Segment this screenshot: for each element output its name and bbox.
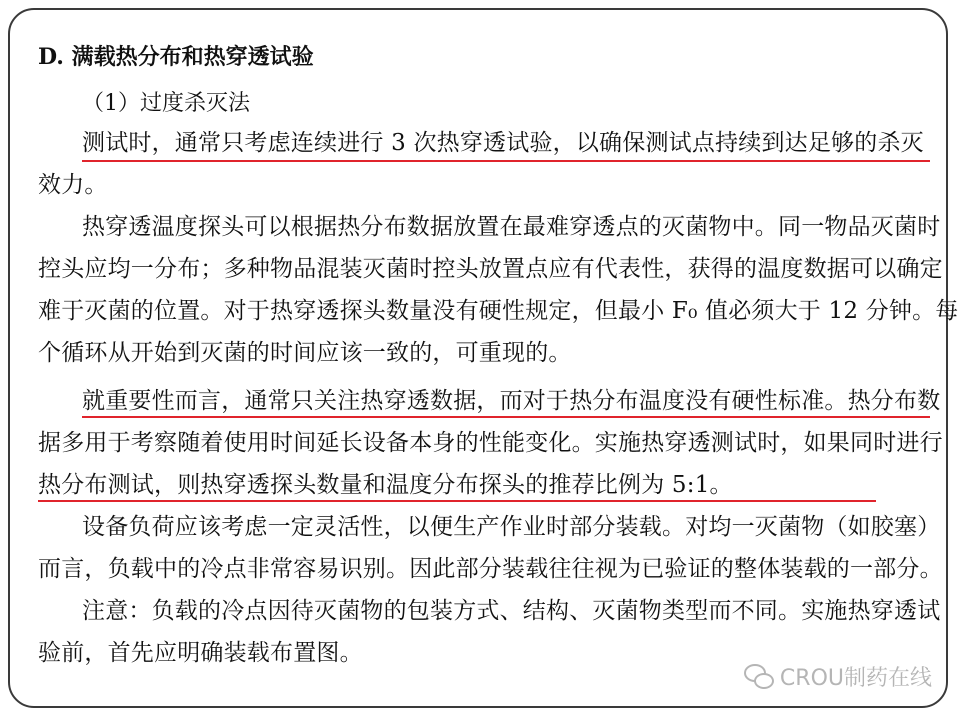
paragraph-line: 热穿透温度探头可以根据热分布数据放置在最难穿透点的灭菌物中。同一物品灭菌时	[82, 214, 941, 240]
paragraph-line: 热分布测试，则热穿透探头数量和温度分布探头的推荐比例为 5:1。	[38, 472, 733, 498]
wechat-icon	[744, 664, 774, 690]
watermark-text: CROU制药在线	[779, 666, 932, 691]
paragraph-line: 难于灭菌的位置。对于热穿透探头数量没有硬性规定，但最小 F₀ 值必须大于 12 分钟。每	[38, 298, 959, 324]
paragraph-line: 设备负荷应该考虑一定灵活性，以便生产作业时部分装载。对均一灭菌物（如胶塞）	[82, 514, 941, 540]
paragraph-line: 个循环从开始到灭菌的时间应该一致的，可重现的。	[38, 340, 572, 366]
highlight-underline	[38, 500, 876, 502]
paragraph-line: 效力。	[38, 172, 108, 198]
subheading: （1）过度杀灭法	[82, 91, 250, 116]
highlight-underline	[82, 416, 930, 418]
paragraph-line: 据多用于考察随着使用时间延长设备本身的性能变化。实施热穿透测试时，如果同时进行	[38, 430, 943, 456]
paragraph-line: 控头应均一分布；多种物品混装灭菌时控头放置点应有代表性，获得的温度数据可以确定	[38, 256, 943, 282]
highlight-underline	[82, 160, 930, 162]
paragraph-line: 测试时，通常只考虑连续进行 3 次热穿透试验，以确保测试点持续到达足够的杀灭	[82, 130, 924, 156]
paragraph-line: 验前，首先应明确装载布置图。	[38, 640, 363, 666]
paragraph-line: 注意：负载的冷点因待灭菌物的包装方式、结构、灭菌物类型而不同。实施热穿透试	[82, 598, 941, 624]
section-title: D. 满载热分布和热穿透试验	[38, 44, 314, 70]
watermark	[744, 661, 932, 692]
paragraph-line: 就重要性而言，通常只关注热穿透数据，而对于热分布温度没有硬性标准。热分布数	[82, 388, 941, 414]
paragraph-line: 而言，负载中的冷点非常容易识别。因此部分装载往往视为已验证的整体装载的一部分。	[38, 556, 943, 582]
